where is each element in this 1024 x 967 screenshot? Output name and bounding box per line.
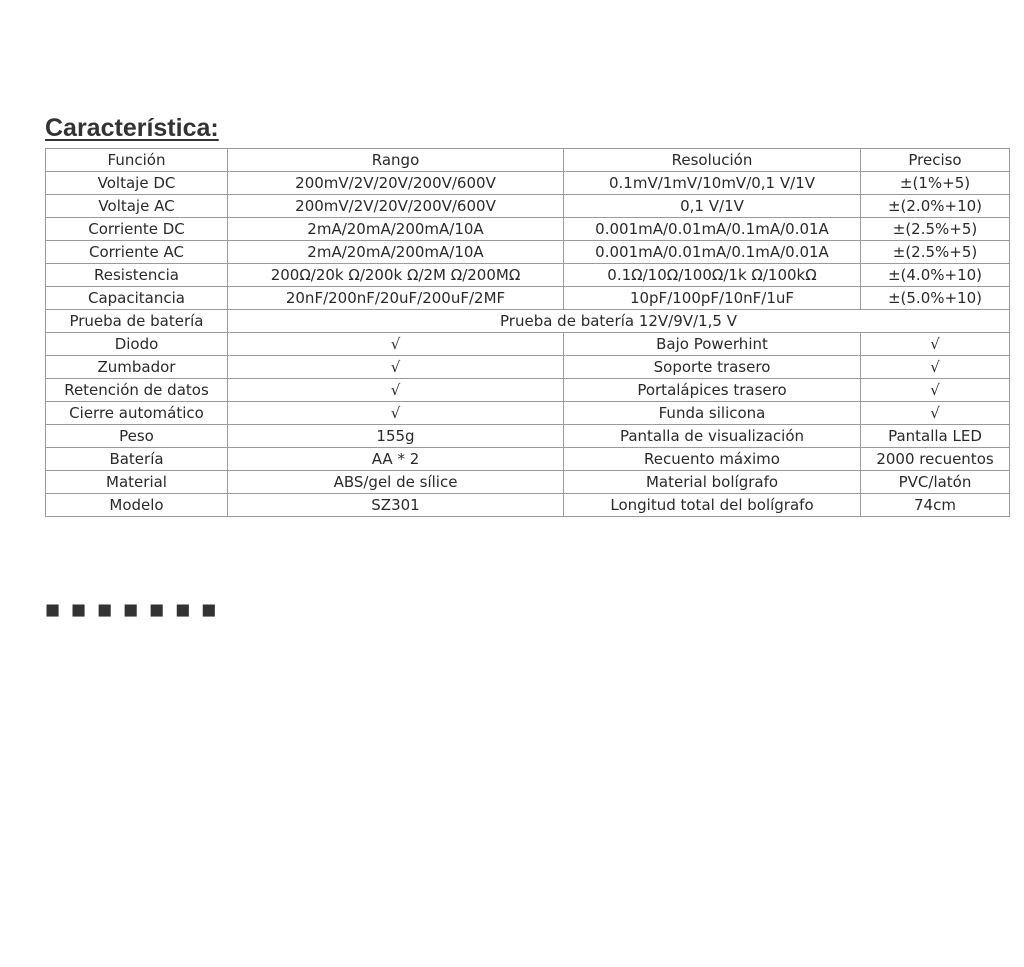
table-cell: √: [228, 356, 564, 379]
table-cell: √: [228, 333, 564, 356]
table-cell: Peso: [46, 425, 228, 448]
table-cell: Soporte trasero: [564, 356, 861, 379]
table-cell: AA * 2: [228, 448, 564, 471]
table-cell: 20nF/200nF/20uF/200uF/2MF: [228, 287, 564, 310]
table-cell: Zumbador: [46, 356, 228, 379]
table-row: [46, 471, 1010, 494]
table-cell: Material bolígrafo: [564, 471, 861, 494]
table-row: [46, 287, 1010, 310]
table-row: [46, 172, 1010, 195]
table-cell: Batería: [46, 448, 228, 471]
table-row: [46, 195, 1010, 218]
table-row: [46, 379, 1010, 402]
table-cell: Material: [46, 471, 228, 494]
table-row-battery-test: [46, 310, 1010, 333]
section-heading: Característica:: [45, 114, 219, 142]
table-cell: √: [861, 379, 1010, 402]
table-row: [46, 448, 1010, 471]
table-cell: 2000 recuentos: [861, 448, 1010, 471]
table-cell: 200mV/2V/20V/200V/600V: [228, 195, 564, 218]
table-row: [46, 494, 1010, 517]
table-cell: 0.001mA/0.01mA/0.1mA/0.01A: [564, 218, 861, 241]
table-cell: 0.001mA/0.01mA/0.1mA/0.01A: [564, 241, 861, 264]
table-cell: Recuento máximo: [564, 448, 861, 471]
table-cell: 155g: [228, 425, 564, 448]
table-cell: Voltaje DC: [46, 172, 228, 195]
table-cell: Prueba de batería: [46, 310, 228, 333]
table-cell: Modelo: [46, 494, 228, 517]
table-cell: 2mA/20mA/200mA/10A: [228, 218, 564, 241]
table-cell: 0,1 V/1V: [564, 195, 861, 218]
table-cell: √: [861, 356, 1010, 379]
table-row: [46, 402, 1010, 425]
column-header: Resolución: [564, 149, 861, 172]
table-cell: Capacitancia: [46, 287, 228, 310]
table-cell: ±(2.5%+5): [861, 218, 1010, 241]
table-cell: Pantalla de visualización: [564, 425, 861, 448]
column-header: Preciso: [861, 149, 1010, 172]
table-cell: √: [861, 333, 1010, 356]
table-cell: 200mV/2V/20V/200V/600V: [228, 172, 564, 195]
table-cell: Longitud total del bolígrafo: [564, 494, 861, 517]
column-header: Rango: [228, 149, 564, 172]
table-row: [46, 425, 1010, 448]
table-cell: 200Ω/20k Ω/200k Ω/2M Ω/200MΩ: [228, 264, 564, 287]
table-cell: ±(2.0%+10): [861, 195, 1010, 218]
table-cell: Portalápices trasero: [564, 379, 861, 402]
table-cell: √: [228, 402, 564, 425]
table-cell: SZ301: [228, 494, 564, 517]
table-cell: √: [228, 379, 564, 402]
table-cell: Retención de datos: [46, 379, 228, 402]
table-cell: Funda silicona: [564, 402, 861, 425]
table-cell: Bajo Powerhint: [564, 333, 861, 356]
table-cell: ±(2.5%+5): [861, 241, 1010, 264]
table-cell: 2mA/20mA/200mA/10A: [228, 241, 564, 264]
table-cell: ±(1%+5): [861, 172, 1010, 195]
table-cell: 74cm: [861, 494, 1010, 517]
spec-table: [45, 148, 1010, 517]
table-header-row: [46, 149, 1010, 172]
table-row: [46, 241, 1010, 264]
table-row: [46, 333, 1010, 356]
table-row: [46, 218, 1010, 241]
table-cell: ±(4.0%+10): [861, 264, 1010, 287]
table-cell: Prueba de batería 12V/9V/1,5 V: [228, 310, 1010, 333]
table-cell: PVC/latón: [861, 471, 1010, 494]
table-cell: ABS/gel de sílice: [228, 471, 564, 494]
column-header: Función: [46, 149, 228, 172]
table-row: [46, 356, 1010, 379]
table-cell: Corriente DC: [46, 218, 228, 241]
table-cell: Voltaje AC: [46, 195, 228, 218]
table-cell: Diodo: [46, 333, 228, 356]
table-cell: Pantalla LED: [861, 425, 1010, 448]
table-cell: 10pF/100pF/10nF/1uF: [564, 287, 861, 310]
table-cell: ±(5.0%+10): [861, 287, 1010, 310]
table-cell: 0.1Ω/10Ω/100Ω/1k Ω/100kΩ: [564, 264, 861, 287]
table-row: [46, 264, 1010, 287]
clipped-heading-glyphs: ■ ■ ■ ■ ■ ■ ■: [45, 596, 219, 624]
table-cell: √: [861, 402, 1010, 425]
table-cell: 0.1mV/1mV/10mV/0,1 V/1V: [564, 172, 861, 195]
next-section-heading-clipped: [45, 596, 425, 624]
table-cell: Corriente AC: [46, 241, 228, 264]
table-cell: Resistencia: [46, 264, 228, 287]
table-cell: Cierre automático: [46, 402, 228, 425]
